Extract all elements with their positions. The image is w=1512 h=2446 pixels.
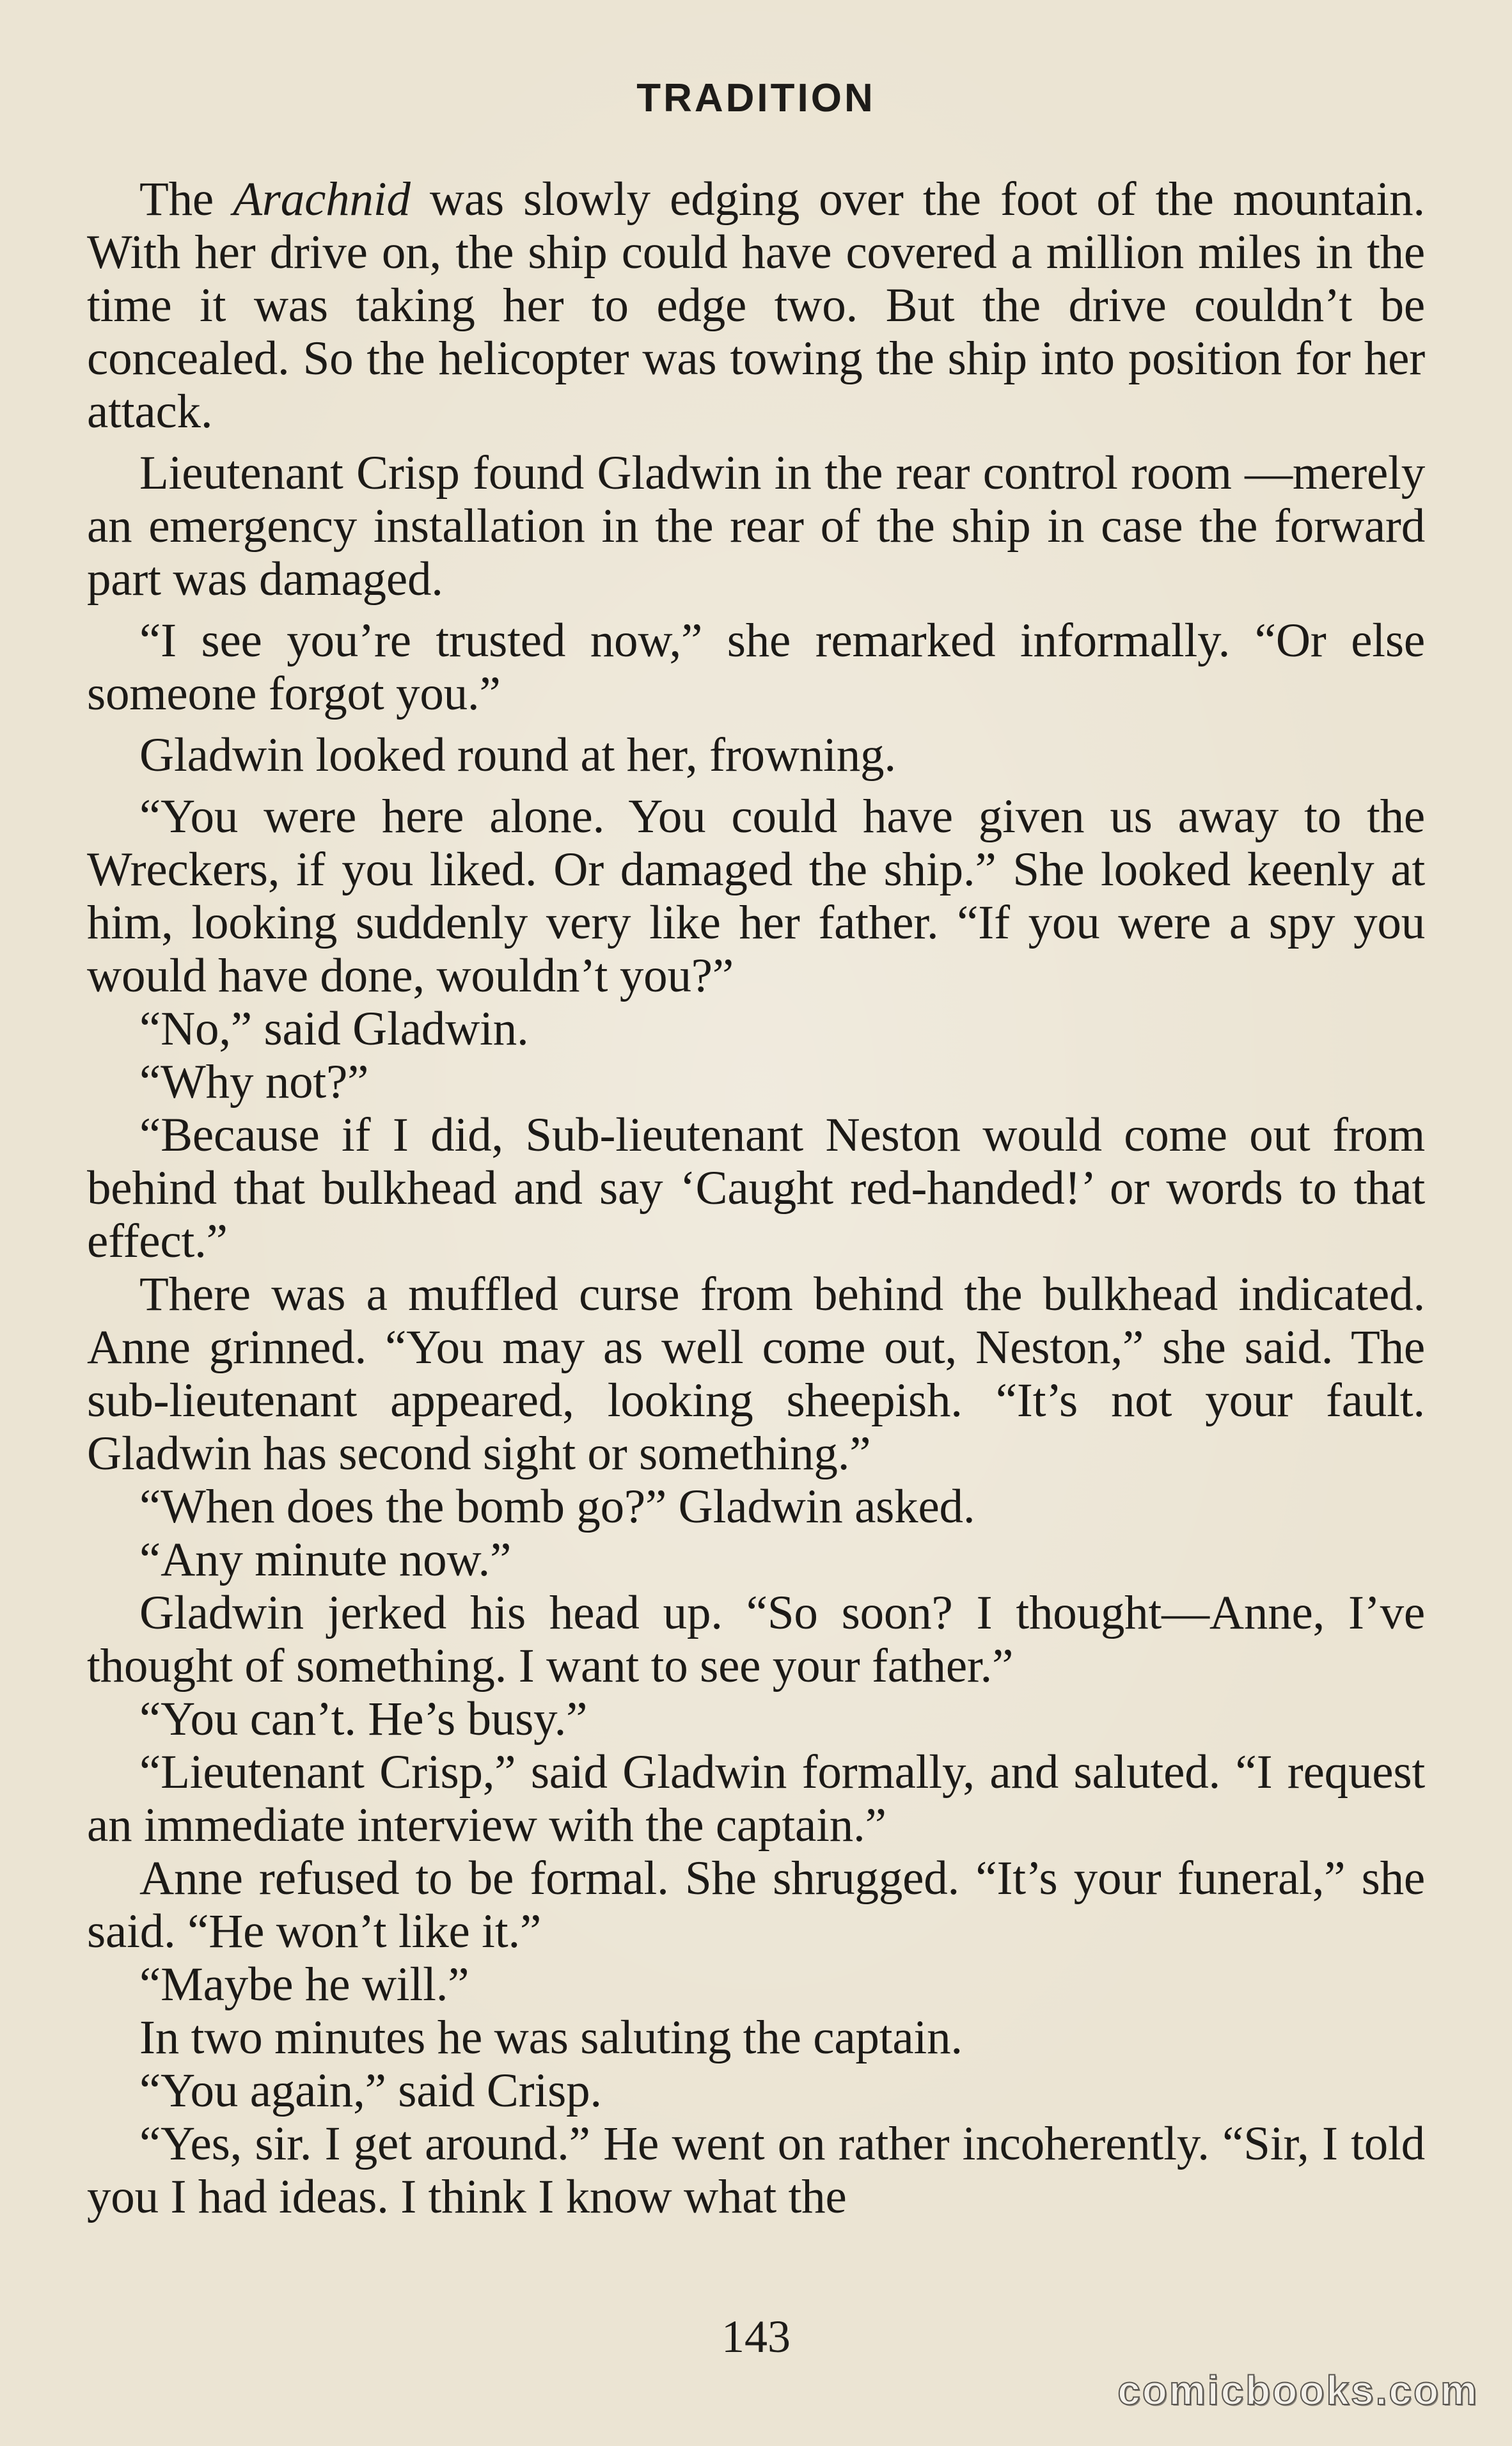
paragraph-5: “You were here alone. You could have given us away to the Wreckers, if you liked. Or damaged the ship.” She looked keenly at him, looking suddenly very like her father. “If you were a spy you would have done, wouldn’t you?” — [87, 790, 1425, 1002]
paragraph-10: “When does the bomb go?” Gladwin asked. — [139, 1480, 975, 1533]
watermark-logo: comicbooks.com — [1117, 2367, 1479, 2413]
paragraph-13: “You can’t. He’s busy.” — [139, 1692, 588, 1746]
paragraph-3: “I see you’re trusted now,” she remarked informally. “Or else someone forgot you.” — [87, 614, 1425, 720]
paragraph-11: “Any minute now.” — [139, 1533, 512, 1586]
paragraph-15: Anne refused to be formal. She shrugged. “It’s your funeral,” she said. “He won’t like it.” — [87, 1852, 1425, 1958]
paragraph-4: Gladwin looked round at her, frowning. — [139, 729, 896, 782]
paragraph-17: In two minutes he was saluting the captain. — [139, 2011, 963, 2064]
paragraph-8: “Because if I did, Sub-lieutenant Neston would come out from behind that bulkhead and say ‘Caught red-handed!’ or words to that effect.” — [87, 1109, 1425, 1268]
paragraph-2: Lieutenant Crisp found Gladwin in the rear control room —merely an emergency installation in the rear of the ship in case the forward part was damaged. — [87, 446, 1425, 606]
paragraph-6: “No,” said Gladwin. — [139, 1002, 529, 1055]
paragraph-7: “Why not?” — [139, 1055, 369, 1109]
paragraph-16: “Maybe he will.” — [139, 1958, 469, 2011]
paragraph-1-rest: was slowly edging over the foot of the mountain. With her drive on, the ship could have covered a million miles in the time it was taking her to edge two. But the drive couldn’t be concealed. So the helicopter was towing the ship into position for her attack. — [87, 173, 1425, 438]
paragraph-18: “You again,” said Crisp. — [139, 2064, 602, 2117]
body-text — [87, 173, 1425, 2223]
paragraph-9: There was a muffled curse from behind the bulkhead indicated. Anne grinned. “You may as well come out, Neston,” she said. The sub-lieutenant appeared, looking sheepish. “It’s not your fault. Gladwin has second sight or something.” — [87, 1268, 1425, 1480]
paragraph-12: Gladwin jerked his head up. “So soon? I thought—Anne, I’ve thought of something. I want to see your father.” — [87, 1586, 1425, 1692]
paragraph-14: “Lieutenant Crisp,” said Gladwin formally, and saluted. “I request an immediate interview with the captain.” — [87, 1746, 1425, 1852]
paragraph-1 — [87, 173, 1425, 438]
paragraph-19: “Yes, sir. I get around.” He went on rather incoherently. “Sir, I told you I had ideas. I think I know what the — [87, 2117, 1425, 2223]
paragraph-1-lead: The — [139, 173, 233, 226]
ship-name-italic: Arachnid — [233, 173, 411, 226]
page-number: 143 — [721, 2311, 791, 2362]
running-head: TRADITION — [636, 76, 876, 120]
